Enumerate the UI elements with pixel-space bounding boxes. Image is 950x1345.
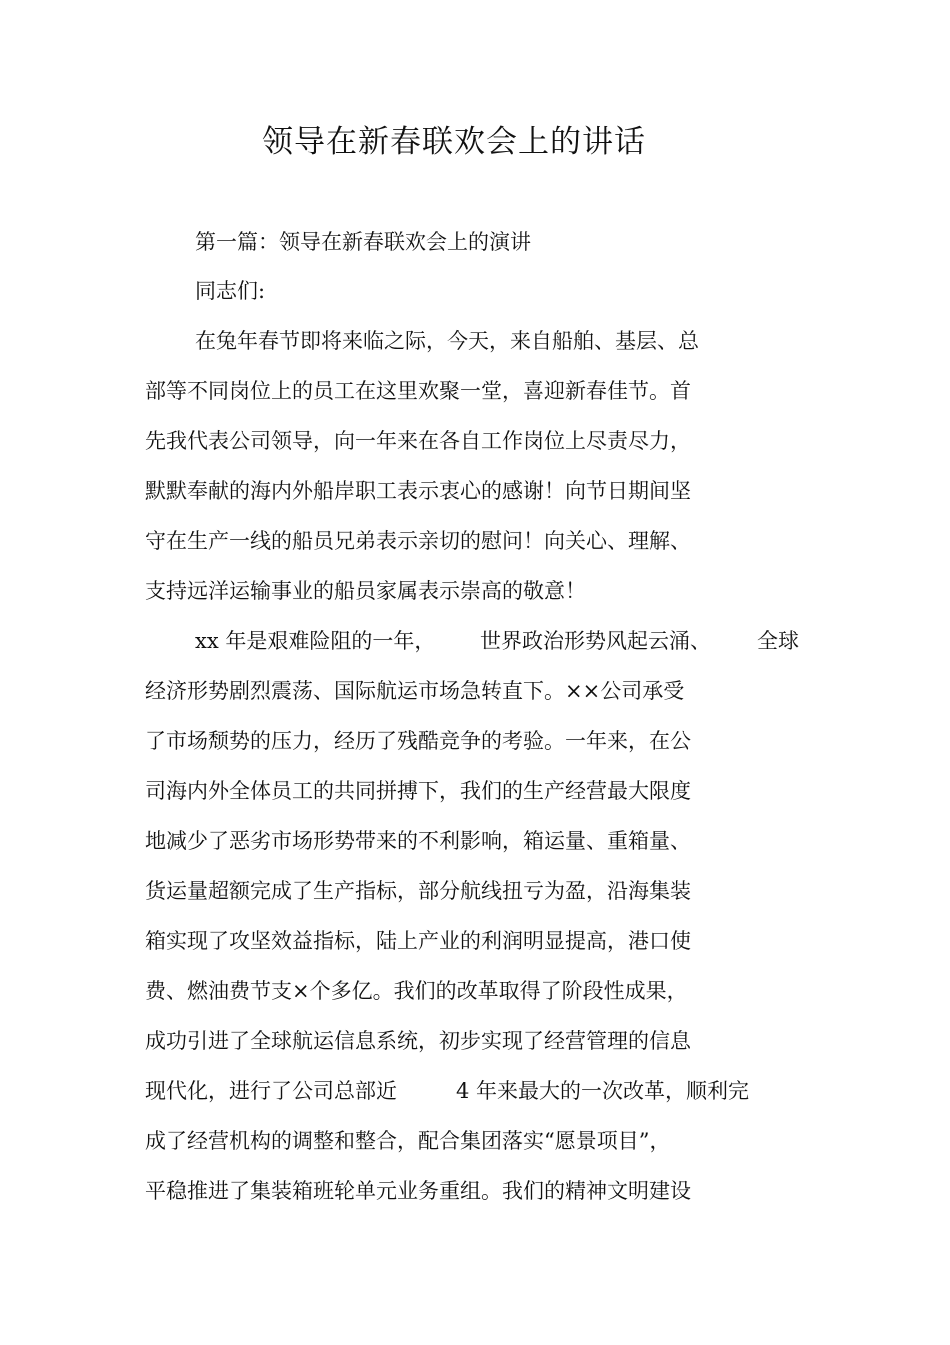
- salutation: 同志们:: [195, 279, 266, 303]
- paragraph-line-part: 4 年来最大的一次改革，顺利完: [456, 1079, 750, 1103]
- paragraph-line: 费、燃油费节支×个多亿。我们的改革取得了阶段性成果，: [145, 979, 688, 1003]
- paragraph-line: 成功引进了全球航运信息系统，初步实现了经营管理的信息: [145, 1029, 691, 1053]
- paragraph-line: 了市场颓势的压力，经历了残酷竞争的考验。一年来，在公: [145, 729, 691, 753]
- document-title: 领导在新春联欢会上的讲话: [262, 124, 646, 160]
- paragraph-line: 平稳推进了集装箱班轮单元业务重组。我们的精神文明建设: [145, 1179, 691, 1203]
- paragraph-line: 箱实现了攻坚效益指标，陆上产业的利润明显提高，港口使: [145, 929, 691, 953]
- paragraph-line-part: 全球: [757, 629, 799, 653]
- paragraph-line: 先我代表公司领导，向一年来在各自工作岗位上尽责尽力，: [145, 429, 691, 453]
- paragraph-line: 货运量超额完成了生产指标，部分航线扭亏为盈，沿海集装: [145, 879, 691, 903]
- paragraph-line: 在兔年春节即将来临之际，今天，来自船舶、基层、总: [195, 329, 699, 353]
- paragraph-line: 支持远洋运输事业的船员家属表示崇高的敬意！: [145, 579, 586, 603]
- section-heading: 第一篇：领导在新春联欢会上的演讲: [195, 230, 531, 254]
- paragraph-line: 司海内外全体员工的共同拼搏下，我们的生产经营最大限度: [145, 779, 691, 803]
- paragraph-line: 部等不同岗位上的员工在这里欢聚一堂，喜迎新春佳节。首: [145, 379, 691, 403]
- paragraph-line: 守在生产一线的船员兄弟表示亲切的慰问！向关心、理解、: [145, 529, 691, 553]
- paragraph-line: 地减少了恶劣市场形势带来的不利影响，箱运量、重箱量、: [145, 829, 691, 853]
- paragraph-line-part: 现代化，进行了公司总部近: [145, 1079, 397, 1103]
- paragraph-line-part: 世界政治形势风起云涌、: [480, 629, 711, 653]
- paragraph-line: 成了经营机构的调整和整合，配合集团落实“愿景项目”，: [145, 1129, 671, 1153]
- paragraph-line-part: xx 年是艰难险阻的一年，: [195, 629, 436, 653]
- paragraph-line: 默默奉献的海内外船岸职工表示衷心的感谢！向节日期间坚: [145, 479, 691, 503]
- paragraph-line: 经济形势剧烈震荡、国际航运市场急转直下。××公司承受: [145, 679, 685, 703]
